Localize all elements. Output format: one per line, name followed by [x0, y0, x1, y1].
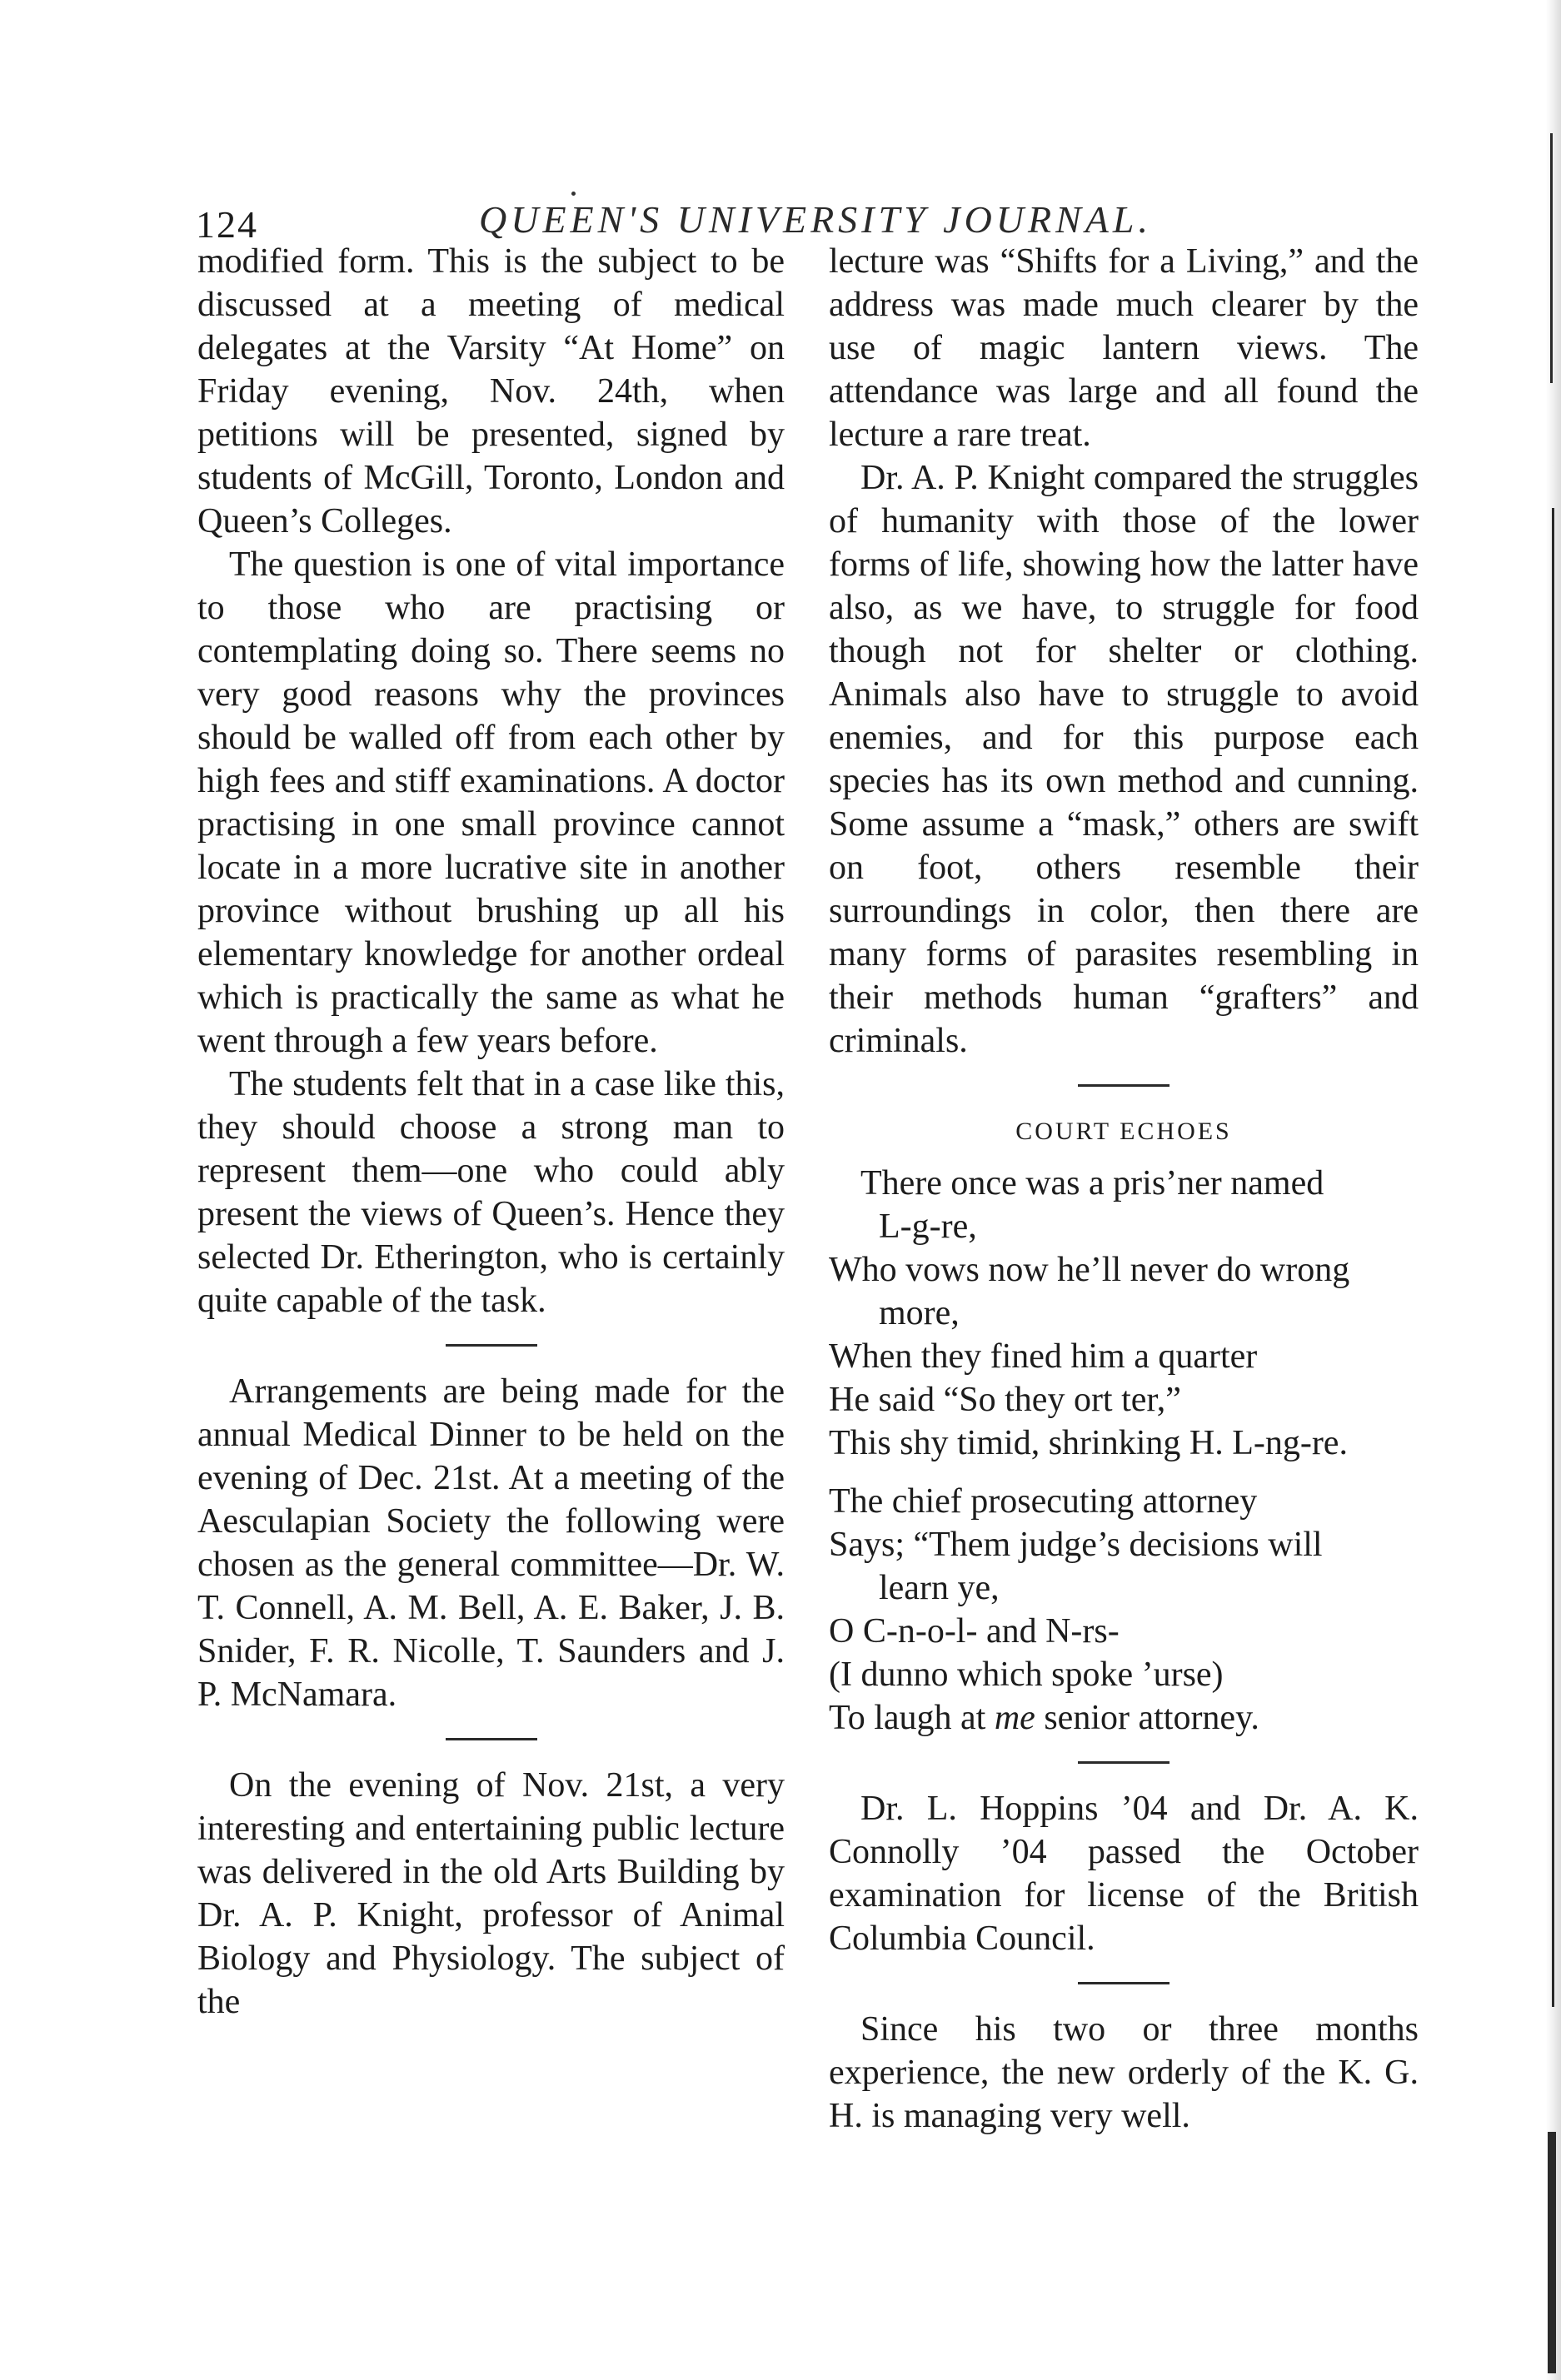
right-column: [829, 240, 1419, 2138]
stanza-gap: [829, 1465, 1419, 1480]
article-paragraph: The students felt that in a case like this, they should choose a strong man to represent them—one who could ably present the views of Queen’s. Hence they selected Dr. Etherington, who is certainly quite capable of the task.: [197, 1065, 785, 1320]
journal-title: QUEEN'S UNIVERSITY JOURNAL.: [479, 198, 1152, 241]
poem-text: To laugh at: [829, 1699, 986, 1737]
edge-mark: [1552, 508, 1554, 2007]
article-paragraph: Since his two or three months experience, the new orderly of the K. G. H. is managing very well.: [829, 2010, 1419, 2135]
poem-line: When they fined him a quarter: [829, 1337, 1258, 1376]
poem-line: Who vows now he’ll never do wrong: [829, 1251, 1350, 1289]
article-paragraph: The question is one of vital importance to those who are practising or contemplating doing so. There seems no very good reasons why the provinces should be walled off from each other by high fees and stiff examinations. A doctor practising in one small province cannot locate in a more lucrative site in another province without brushing up all his elementary knowledge for another ordeal which is practically the same as what he went through a few years before.: [197, 545, 785, 1060]
article-paragraph: On the evening of Nov. 21st, a very interesting and entertaining public lecture was delivered in the old Arts Building by Dr. A. P. Knight, professor of Animal Biology and Physiology. The subject of the: [197, 1766, 785, 2021]
article-paragraph: Dr. A. P. Knight compared the struggles of humanity with those of the lower forms of life, showing how the latter have also, as we have, to struggle for food though not for shelter or clothing. Animals also have to struggle to avoid enemies, and for this purpose each species has its own method and cunning. Some assume a “mask,” others are swift on foot, others resemble their surroundings in color, then there are many forms of parasites resembling in their methods human “grafters” and criminals.: [829, 459, 1419, 1060]
article-paragraph: Dr. L. Hoppins ’04 and Dr. A. K. Connolly ’04 passed the October examination for license of the British Columbia Council.: [829, 1790, 1419, 1958]
poem-line: This shy timid, shrinking H. L-ng-re.: [829, 1424, 1348, 1462]
article-paragraph: lecture was “Shifts for a Living,” and the address was made much clearer by the use of magic lantern views. The attendance was large and all found the lecture a rare treat.: [829, 242, 1419, 454]
poem-line: He said “So they ort ter,”: [829, 1381, 1181, 1419]
section-divider: [446, 1738, 537, 1740]
poem-line: more,: [879, 1294, 960, 1332]
poem-line: [829, 1696, 1419, 1740]
poem-line: The chief prosecuting attorney: [829, 1482, 1258, 1521]
court-echoes-heading: COURT ECHOES: [1015, 1118, 1232, 1145]
section-divider: [1078, 1084, 1170, 1087]
poem-line: O C-n-o-l- and N-rs-: [829, 1612, 1120, 1651]
poem-stanza: [829, 1162, 1419, 1465]
section-divider: [1078, 1982, 1170, 1984]
article-paragraph: Arrangements are being made for the annual Medical Dinner to be held on the evening of Dec. 21st. At a meeting of the Aesculapian Society the following were chosen as the general committee—Dr. W. T. Connell, A. M. Bell, A. E. Baker, J. B. Snider, F. R. Nicolle, T. Saunders and J. P. McNamara.: [197, 1372, 785, 1714]
left-column: [197, 240, 785, 2024]
poem-line: (I dunno which spoke ’urse): [829, 1656, 1224, 1694]
section-divider: [446, 1344, 537, 1347]
poem-line: Says; “Them judge’s decisions will: [829, 1526, 1323, 1564]
poem-line: learn ye,: [879, 1569, 1000, 1607]
edge-mark: [1550, 133, 1553, 383]
page-number: 124: [196, 203, 258, 246]
emphasis-word: me: [994, 1699, 1035, 1737]
poem-line: There once was a pris’ner named: [860, 1164, 1324, 1202]
poem-line: L-g-re,: [879, 1207, 977, 1246]
poem-text: senior attorney.: [1044, 1699, 1259, 1737]
edge-mark: [1548, 2132, 1556, 2373]
poem-stanza: [829, 1480, 1419, 1740]
article-paragraph: modified form. This is the subject to be discussed at a meeting of medical delegates at the Varsity “At Home” on Friday evening, Nov. 24th, when petitions will be presented, signed by students of McGill, Toronto, London and Queen’s Colleges.: [197, 242, 785, 540]
section-divider: [1078, 1761, 1170, 1764]
